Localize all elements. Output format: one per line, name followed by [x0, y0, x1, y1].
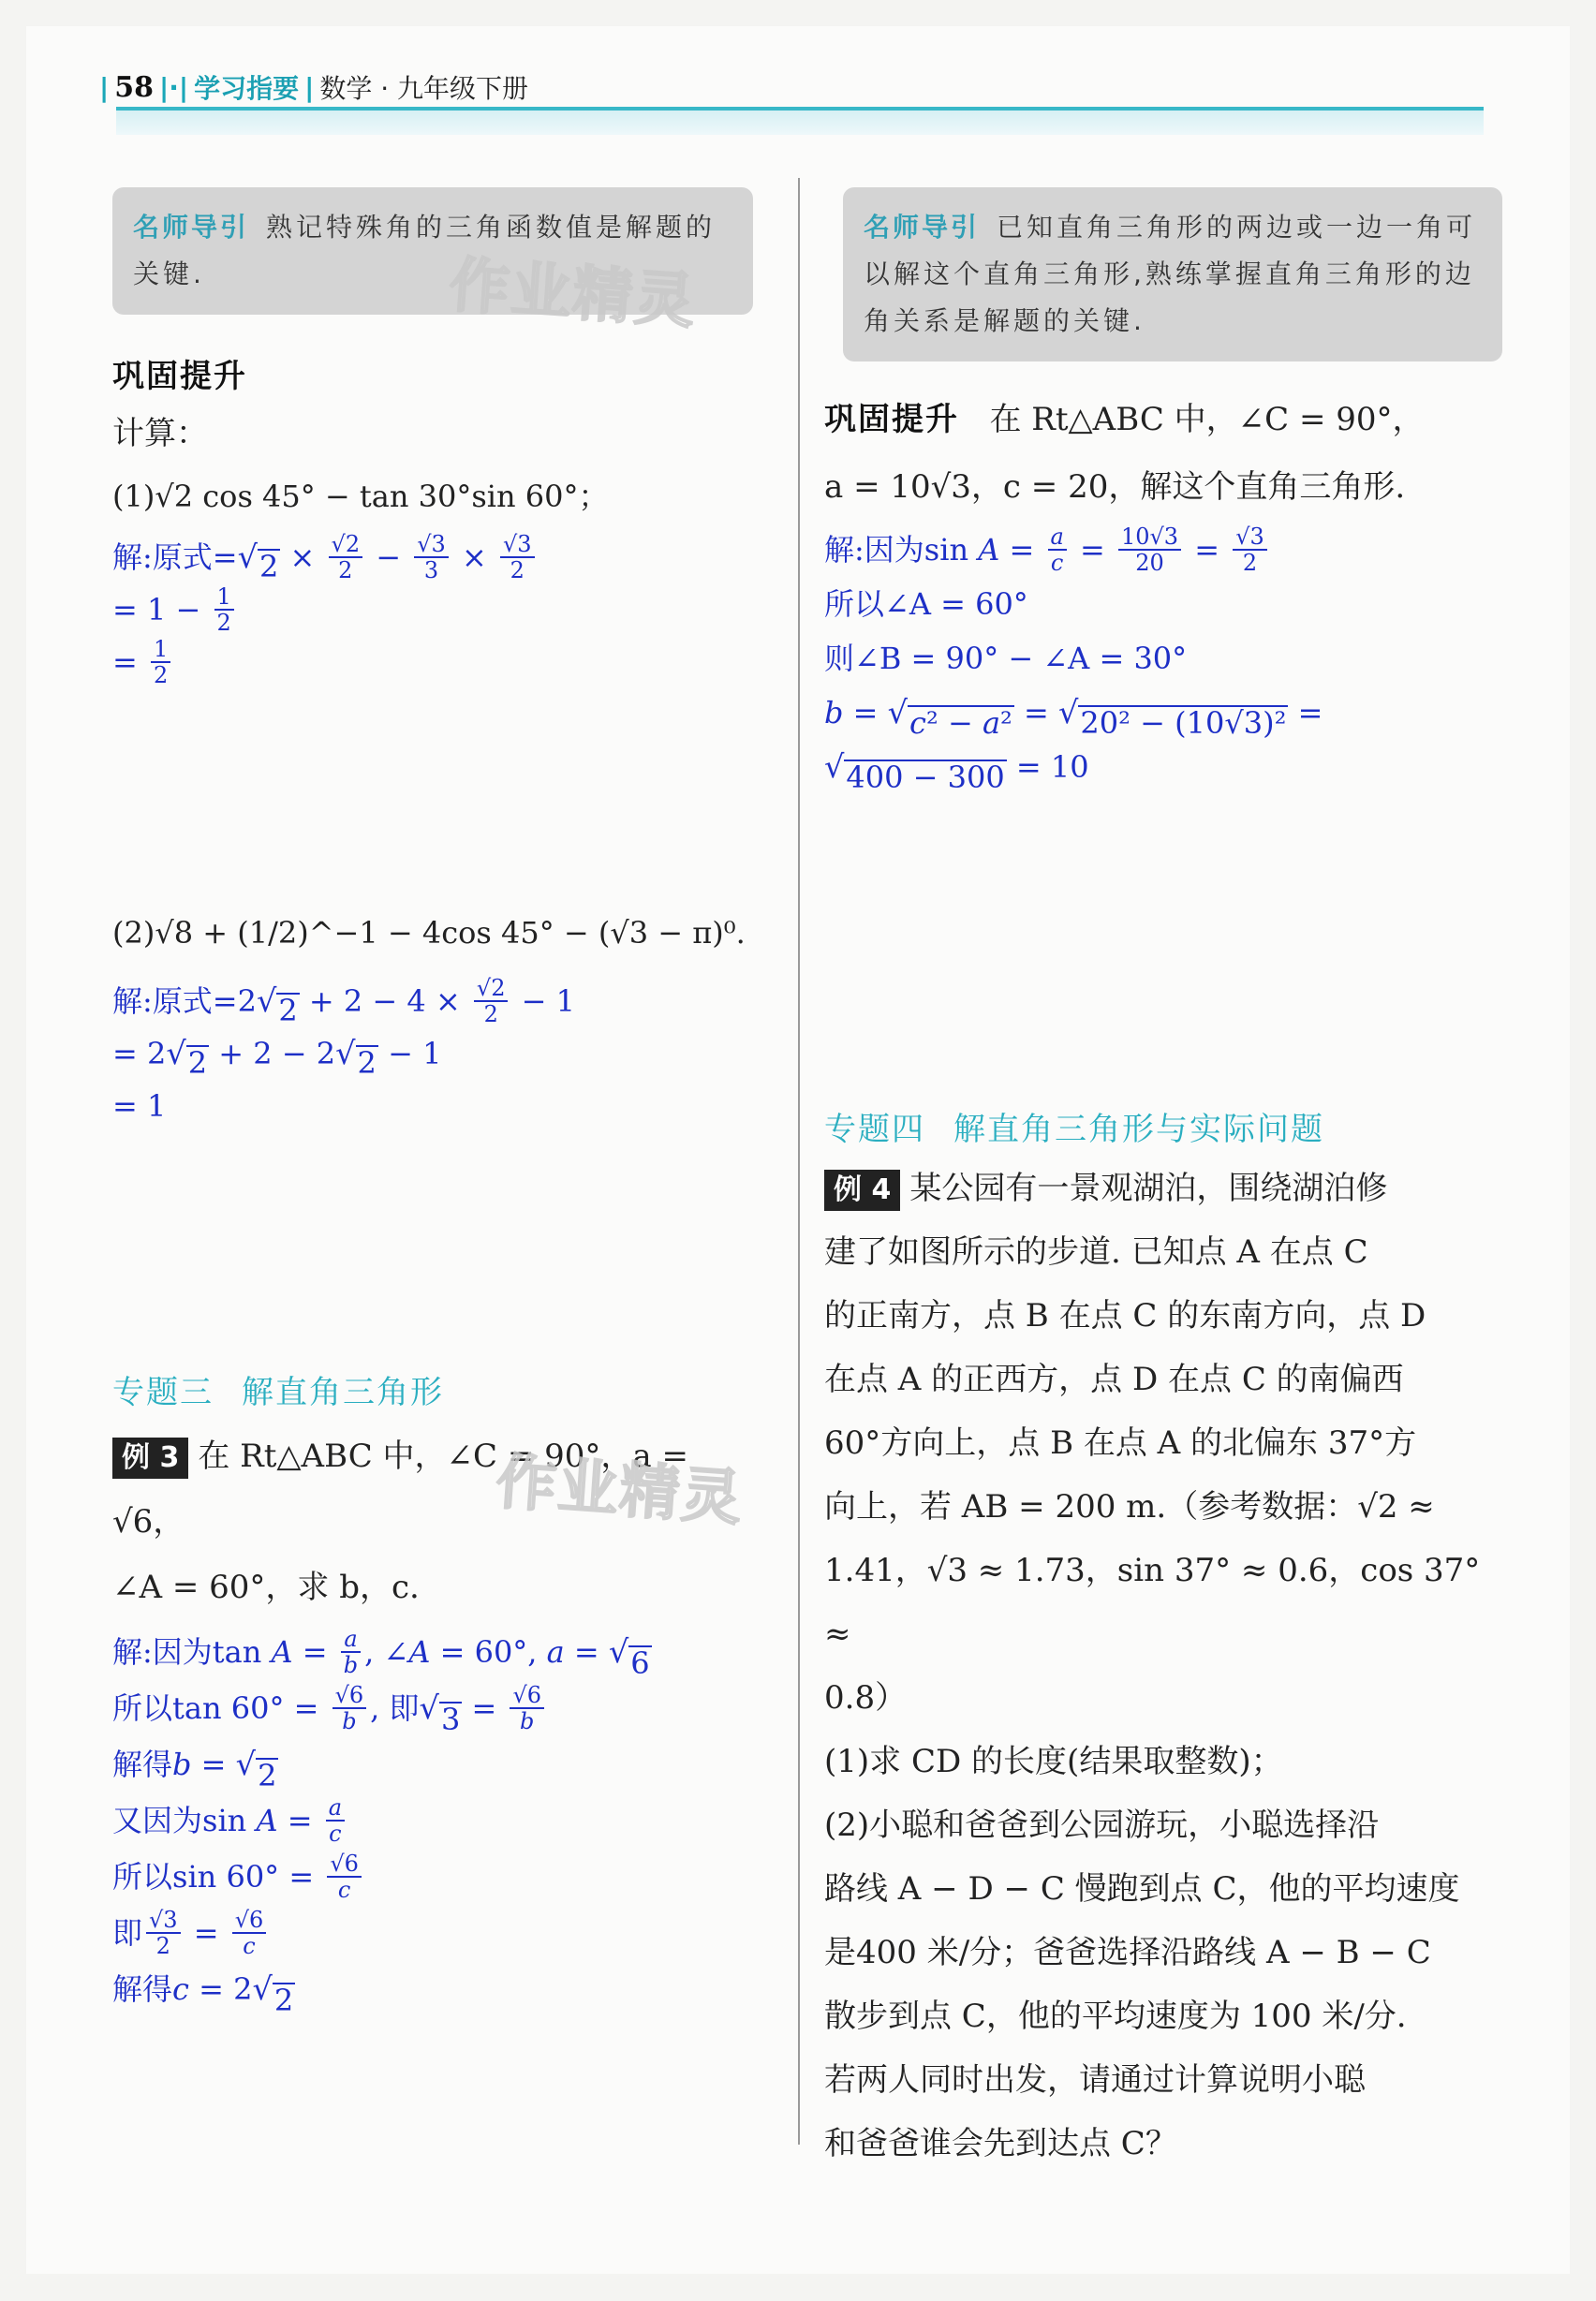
example-3-text-1: 在 Rt△ABC 中，∠C = 90°，a = √6，	[112, 1438, 688, 1541]
consolidate-title-2: 巩固提升	[824, 401, 959, 438]
example-3-tag: 例 3	[112, 1438, 188, 1479]
right-column	[824, 187, 1499, 2176]
solution-prefix: 解:原式=	[112, 539, 238, 575]
topic-3-title: 解直角三角形	[242, 1374, 444, 1411]
question-2	[112, 904, 768, 962]
tip-title: 名师导引	[133, 212, 250, 243]
watermark-logo-1: 作业精灵	[447, 250, 699, 338]
tip-text-2: 已知直角三角形的两边或一边一角可以解这个直角三角形,熟练掌握直角三角形的边角关系是解题的关键.	[864, 212, 1477, 336]
column-divider	[798, 178, 800, 2145]
solution-prefix: 解:原式=	[112, 983, 238, 1019]
left-column	[112, 187, 768, 2017]
watermark-logo-2: 作业精灵	[494, 1447, 746, 1535]
tip-text: 熟记特殊角的三角函数值是解题的关键.	[133, 212, 717, 289]
example-3-solution: 解:因为 tan A = $\frac{a}{b}$ , ∠ A = 60°, a = √ 6 所以 tan 60° = $\frac{√6}{b}$ , 即 √ 3 = $\frac{√6}{b}$ 解得 b = √ 2 又因为 sin A = $\frac{a}{c}$ 所以 sin 60° = $\frac{√6}{c}$ 即 $\frac{√3}{2}$ = $\frac{√6}{c}$ 解得 c = 2 √ 2	[112, 1626, 650, 2018]
consolidate-2-solution: 解:因为 sin A = $\frac{a}{c}$ = $\frac{10√3}{20}$ = $\frac{√3}{2}$ 所以∠A = 60° 则∠B = 90° − ∠A = 30° b = √ c² − a² = √ 20² − (10√3)² = √ 400 − 300 = 10	[824, 524, 1323, 795]
topic-4-heading	[824, 1103, 1499, 1149]
page-header: | 58 |·| 学习指要 | 数学 · 九年级下册	[94, 62, 1489, 112]
question-2-text: (2)√8 + (1/2)^−1 − 4cos 45° − (√3 − π)⁰.	[112, 915, 746, 951]
question-1	[112, 467, 768, 525]
calc-label: 计算：	[112, 415, 208, 452]
topic-3-label: 专题三	[112, 1374, 214, 1411]
header-band	[116, 111, 1484, 135]
example-3-text-2: ∠A = 60°，求 b，c.	[112, 1569, 420, 1606]
series-name: 学习指要	[194, 73, 300, 104]
consolidate-2: 巩固提升 在 Rt△ABC 中，∠C = 90°， a = 10√3，c = 20，解这个直角三角形.	[824, 401, 1425, 506]
question-1-solution: 解:原式= √ 2 × $\frac{√2}{2}$ − $\frac{√3}{3}$ × $\frac{√3}{2}$ = 1 − $\frac{1}{2}$ = $\frac{1}{2}$	[112, 531, 768, 688]
tip-title-2: 名师导引	[864, 212, 981, 243]
topic-3-heading	[112, 1366, 768, 1412]
topic-4-label: 专题四	[824, 1111, 925, 1148]
example-4-tag: 例 4	[824, 1170, 900, 1211]
example-4: 例 4 某公园有一景观湖泊，围绕湖泊修 建了如图所示的步道. 已知点 A 在点 C 的正南方，点 B 在点 C 的东南方向，点 D 在点 A 的正西方，点 D 在点 C 的南偏西 60°方向上，点 B 在点 A 的北偏东 37°方 向上，若 AB = 200 m.（参考数据：√2 ≈ 1.41，√3 ≈ 1.73，sin 37° ≈ 0.6，cos 37° ≈ 0.8） (1)求 CD 的长度(结果取整数)； (2)小聪和爸爸到公园游玩，小聪选择沿 路线 A − D − C 慢跑到点 C，他的平均速度 是400 米/分；爸爸选择沿路线 A − B − C 散步到点 C，他的平均速度为 100 米/分. 若两人同时出发，请通过计算说明小聪 和爸爸谁会先到达点 C？	[824, 1170, 1481, 2162]
consolidate-title: 巩固提升	[112, 358, 247, 395]
topic-4-title: 解直角三角形与实际问题	[953, 1111, 1324, 1148]
teacher-tip-box-2	[843, 187, 1502, 361]
page-number: 58	[114, 70, 154, 104]
question-1-text: (1)√2 cos 45° − tan 30°sin 60°；	[112, 479, 609, 514]
question-2-solution: 解:原式= 2 √ 2 + 2 − 4 × $\frac{√2}{2}$ − 1 = 2 √ 2 + 2 − 2 √ 2 − 1 = 1	[112, 975, 575, 1124]
book-title: 数学 · 九年级下册	[319, 73, 529, 104]
